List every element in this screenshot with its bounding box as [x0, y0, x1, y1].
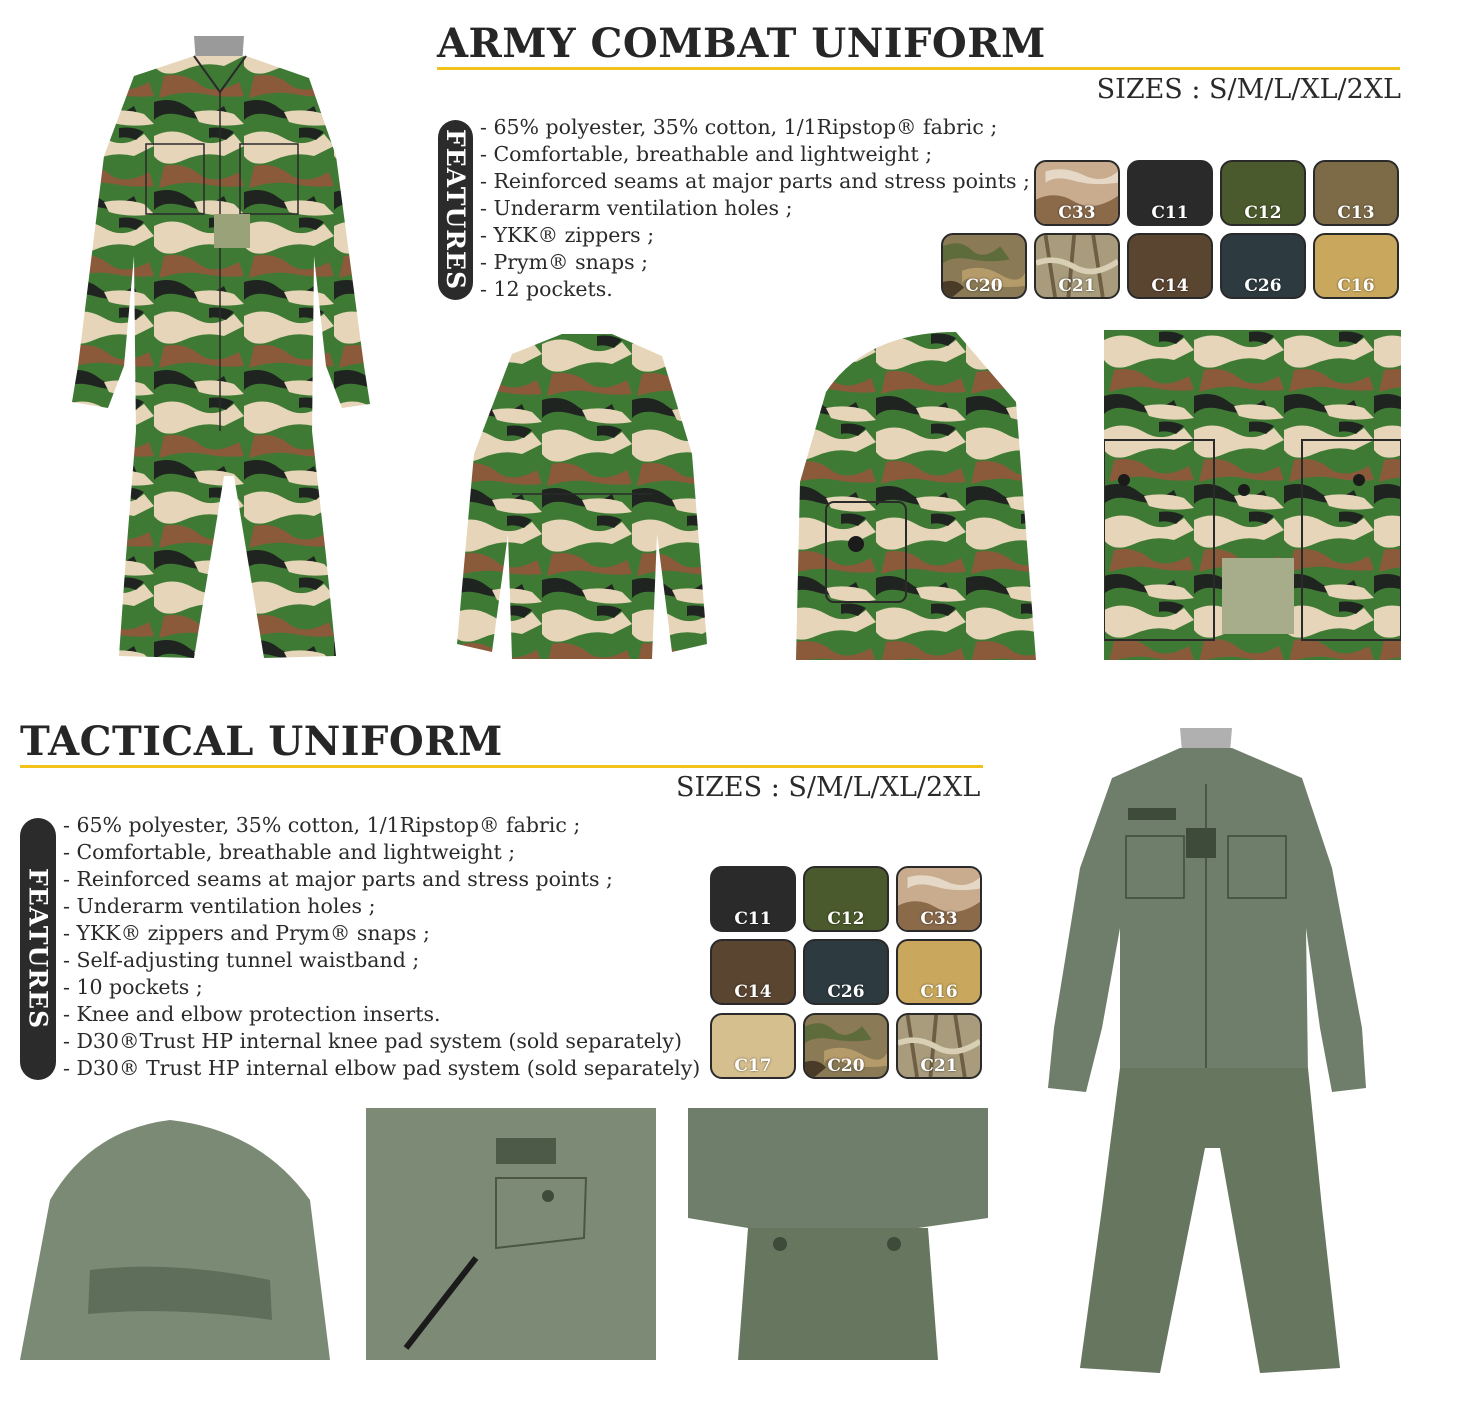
- swatch-code: C14: [1151, 276, 1189, 296]
- tactical-sizes: SIZES : S/M/L/XL/2XL: [676, 772, 981, 803]
- army-feature-item: - YKK® zippers ;: [480, 223, 655, 247]
- tactical-feature-item: - 10 pockets ;: [63, 975, 203, 999]
- swatch-c26[interactable]: [1220, 233, 1306, 299]
- tactical-feature-item: - 65% polyester, 35% cotton, 1/1Ripstop® fabric ;: [63, 813, 581, 837]
- swatch-c14[interactable]: [710, 939, 796, 1005]
- swatch-c11[interactable]: [1127, 160, 1213, 226]
- tactical-features-list: [63, 812, 700, 1082]
- army-features-label: FEATURES: [441, 129, 470, 291]
- swatch-code: C11: [734, 909, 772, 929]
- army-sizes: SIZES : S/M/L/XL/2XL: [1096, 74, 1401, 105]
- swatch-code: C26: [827, 982, 865, 1002]
- swatch-c14[interactable]: [1127, 233, 1213, 299]
- tactical-feature-item: - YKK® zippers and Prym® snaps ;: [63, 921, 430, 945]
- tactical-uniform-full-photo: [1040, 728, 1370, 1378]
- army-feature-item: - 65% polyester, 35% cotton, 1/1Ripstop® fabric ;: [480, 115, 998, 139]
- swatch-c12[interactable]: [1220, 160, 1306, 226]
- swatch-code: C33: [920, 909, 958, 929]
- tactical-feature-item: - Comfortable, breathable and lightweight ;: [63, 840, 516, 864]
- army-sleeve-pocket-photo: [786, 332, 1038, 660]
- army-chest-pocket-photo: [1104, 330, 1401, 660]
- swatch-c12[interactable]: [803, 866, 889, 932]
- swatch-c16[interactable]: [896, 939, 982, 1005]
- swatch-code: C12: [1244, 203, 1282, 223]
- army-back-view-photo: [452, 334, 712, 659]
- swatch-c33[interactable]: [896, 866, 982, 932]
- tactical-features-label: FEATURES: [23, 868, 53, 1030]
- swatch-code: C11: [1151, 203, 1189, 223]
- swatch-c11[interactable]: [710, 866, 796, 932]
- army-uniform-full-photo: [64, 36, 376, 661]
- tactical-feature-item: - D30® Trust HP internal elbow pad system (sold separately): [63, 1056, 701, 1080]
- swatch-code: C21: [920, 1056, 958, 1076]
- army-features-tab: [438, 120, 473, 300]
- swatch-c13[interactable]: [1313, 160, 1399, 226]
- tactical-feature-item: - Self-adjusting tunnel waistband ;: [63, 948, 420, 972]
- swatch-c26[interactable]: [803, 939, 889, 1005]
- tactical-feature-item: - D30®Trust HP internal knee pad system (sold separately): [63, 1029, 682, 1053]
- swatch-c16[interactable]: [1313, 233, 1399, 299]
- swatch-c20[interactable]: [803, 1013, 889, 1079]
- tactical-waistband-photo: [688, 1108, 988, 1360]
- swatch-code: C12: [827, 909, 865, 929]
- swatch-c21[interactable]: [1034, 233, 1120, 299]
- swatch-c17[interactable]: [710, 1013, 796, 1079]
- tactical-title-underline: [20, 765, 983, 768]
- swatch-code: C20: [827, 1056, 865, 1076]
- swatch-code: C26: [1244, 276, 1282, 296]
- tactical-back-yoke-photo: [20, 1110, 330, 1360]
- swatch-code: C21: [1058, 276, 1096, 296]
- swatch-code: C16: [1337, 276, 1375, 296]
- swatch-c21[interactable]: [896, 1013, 982, 1079]
- tactical-sleeve-zipper-photo: [366, 1108, 656, 1360]
- swatch-code: C13: [1337, 203, 1375, 223]
- army-feature-item: - Prym® snaps ;: [480, 250, 649, 274]
- army-feature-item: - Comfortable, breathable and lightweight ;: [480, 142, 933, 166]
- swatch-code: C33: [1058, 203, 1096, 223]
- swatch-c33[interactable]: [1034, 160, 1120, 226]
- tactical-features-tab: [20, 818, 56, 1080]
- swatch-code: C14: [734, 982, 772, 1002]
- army-feature-item: - Reinforced seams at major parts and stress points ;: [480, 169, 1030, 193]
- swatch-c20[interactable]: [941, 233, 1027, 299]
- army-feature-item: - 12 pockets.: [480, 277, 613, 301]
- tactical-feature-item: - Knee and elbow protection inserts.: [63, 1002, 441, 1026]
- swatch-code: C16: [920, 982, 958, 1002]
- swatch-code: C20: [965, 276, 1003, 296]
- tactical-feature-item: - Underarm ventilation holes ;: [63, 894, 376, 918]
- tactical-title: TACTICAL UNIFORM: [20, 718, 503, 765]
- swatch-code: C17: [734, 1056, 772, 1076]
- army-title-underline: [437, 67, 1400, 70]
- army-title: ARMY COMBAT UNIFORM: [437, 20, 1046, 67]
- tactical-feature-item: - Reinforced seams at major parts and stress points ;: [63, 867, 613, 891]
- army-feature-item: - Underarm ventilation holes ;: [480, 196, 793, 220]
